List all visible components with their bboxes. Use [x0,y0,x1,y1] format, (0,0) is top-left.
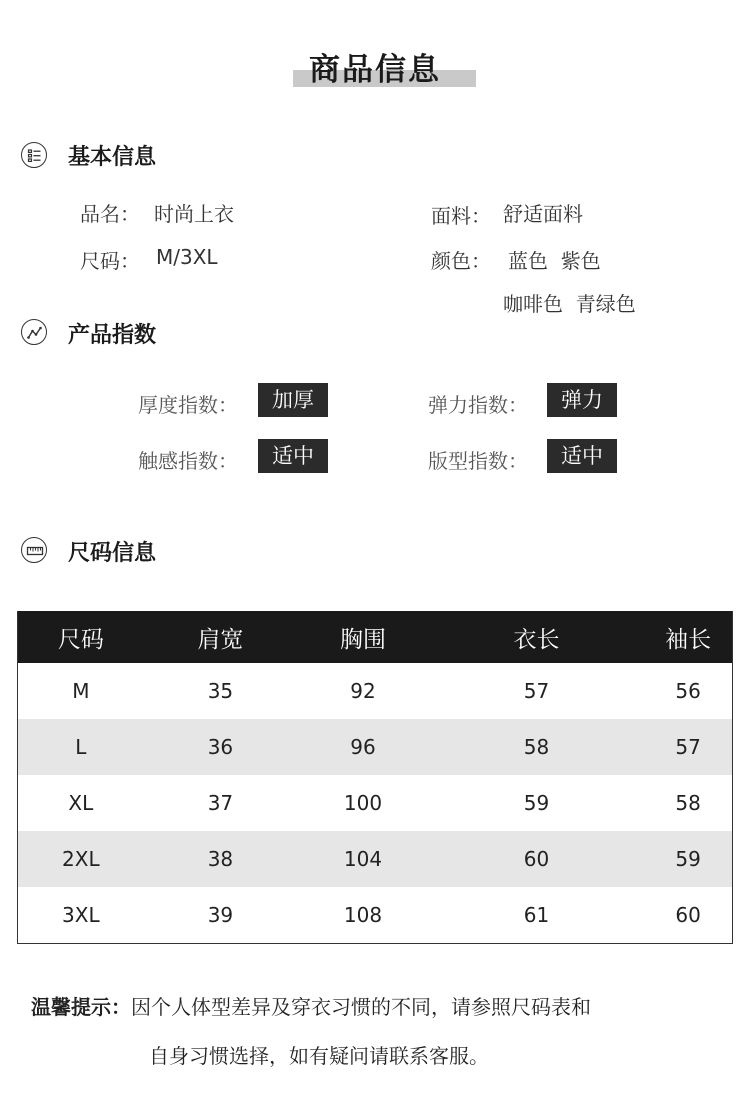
table-header-row [18,611,732,663]
size-range-value: M/3XL [156,245,218,269]
thickness-index-badge: 加厚 [258,383,328,417]
table-cell: M [72,679,90,703]
table-cell: 35 [207,679,234,703]
section-title-basic: 基本信息 [68,145,157,170]
table-cell: 108 [343,903,383,927]
table-cell: 37 [207,791,234,815]
table-cell: 92 [350,679,376,703]
table-cell: 96 [350,735,376,759]
table-cell: 57 [675,735,701,759]
table-row [18,775,732,831]
fit-index-badge: 适中 [547,439,617,473]
fit-index-label: 版型指数： [428,449,528,473]
color-label: 颜色： [431,249,491,273]
table-cell: 104 [343,847,383,871]
table-row [18,831,732,887]
table-cell: 58 [523,735,550,759]
tip-line-1 [31,991,591,1020]
table-row [18,887,732,943]
product-name-value: 时尚上衣 [154,202,234,226]
color-values-line2: 咖啡色 青绿色 [503,292,636,316]
table-cell: 3XL [62,903,100,927]
touch-index-label: 触感指数： [138,449,238,473]
elasticity-index-badge: 弹力 [547,383,617,417]
section-title-index: 产品指数 [68,323,157,348]
table-row [18,719,732,775]
table-cell: 38 [207,847,234,871]
thickness-index-label: 厚度指数： [138,393,238,417]
header-cell-size: 尺码 [57,626,104,653]
touch-index-badge: 适中 [258,439,328,473]
page-title: 商品信息 [309,52,441,88]
table-cell: 59 [523,791,550,815]
header-cell-length: 衣长 [513,626,560,653]
header-cell-shoulder: 肩宽 [197,626,244,653]
header-cell-chest: 胸围 [340,626,387,653]
table-cell: 100 [343,791,383,815]
ruler-icon [21,537,47,563]
list-icon [21,142,47,168]
table-cell: XL [68,791,94,815]
table-cell: 36 [207,735,234,759]
size-table [17,611,733,944]
table-cell: 39 [207,903,234,927]
fabric-value: 舒适面料 [503,202,583,226]
size-range-label: 尺码： [80,249,140,273]
tip-text-1: 因个人体型差异及穿衣习惯的不同，请参照尺码表和 [131,995,591,1019]
table-cell: 60 [675,903,701,927]
table-row [18,663,732,719]
section-title-size: 尺码信息 [68,541,157,566]
table-cell: 58 [675,791,701,815]
header-cell-sleeve: 袖长 [665,626,712,653]
color-values-line1: 蓝色 紫色 [508,249,601,273]
tip-label: 温馨提示： [31,995,131,1019]
table-cell: 56 [675,679,701,703]
trend-chart-icon [21,319,47,345]
tip-text-2: 自身习惯选择，如有疑问请联系客服。 [149,1044,489,1068]
elasticity-index-label: 弹力指数： [428,393,528,417]
table-cell: 59 [675,847,701,871]
product-name-label: 品名： [80,202,140,226]
fabric-label: 面料： [431,204,491,228]
table-cell: 61 [523,903,550,927]
table-cell: 57 [523,679,550,703]
table-cell: 2XL [62,847,100,871]
table-cell: L [75,735,87,759]
table-cell: 60 [523,847,550,871]
